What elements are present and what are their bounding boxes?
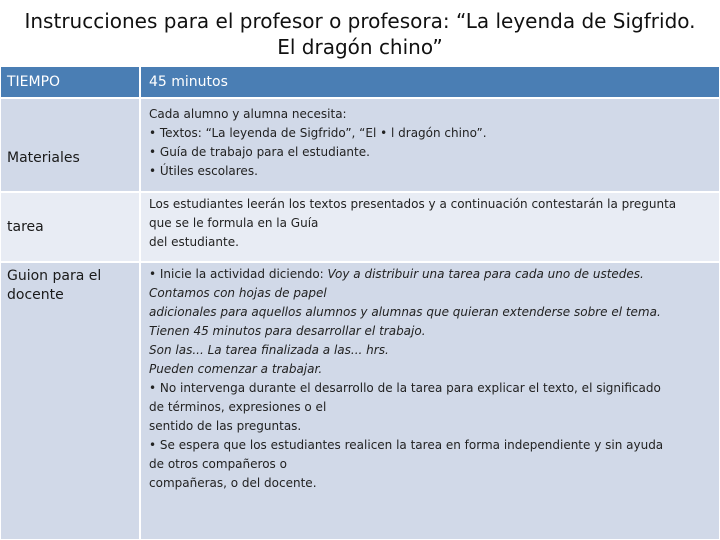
guion-line-prefix: • Inicie la actividad diciendo: <box>149 267 328 281</box>
guion-text <box>149 265 713 493</box>
tarea-line: que se le formula en la Guía <box>149 216 319 230</box>
title-line-1: Instrucciones para el profesor o profesora: “La leyenda de Sigfrido. <box>24 9 696 33</box>
instructions-table <box>0 66 720 540</box>
guion-line: Tienen 45 minutos para desarrollar el trabajo. <box>149 324 426 338</box>
cell-tiempo-label <box>0 66 140 98</box>
cell-tarea-label <box>0 192 140 262</box>
row-materiales <box>0 98 720 192</box>
materiales-line: • Guía de trabajo para el estudiante. <box>149 145 370 159</box>
cell-guion-label <box>0 262 140 540</box>
cell-tarea-content <box>140 192 720 262</box>
guion-line <box>149 265 713 284</box>
guion-line: • Se espera que los estudiantes realicen la tarea en forma independiente y sin ayuda <box>149 438 664 452</box>
row-guion <box>0 262 720 540</box>
guion-line: Contamos con hojas de papel <box>149 286 327 300</box>
guion-line: • No intervenga durante el desarrollo de la tarea para explicar el texto, el significado <box>149 381 661 395</box>
row-tarea <box>0 192 720 262</box>
guion-line: sentido de las preguntas. <box>149 419 302 433</box>
tarea-line: Los estudiantes leerán los textos presentados y a continuación contestarán la pregunta <box>149 197 677 211</box>
materiales-list <box>149 105 713 181</box>
tarea-label: tarea <box>7 219 44 235</box>
materiales-line: Cada alumno y alumna necesita: <box>149 107 347 121</box>
materiales-line: • Útiles escolares. <box>149 164 258 178</box>
cell-tiempo-value <box>140 66 720 98</box>
materiales-label: Materiales <box>7 150 80 166</box>
title-line-2: El dragón chino” <box>277 35 443 59</box>
tarea-line: del estudiante. <box>149 235 239 249</box>
guion-line: de términos, expresiones o el <box>149 400 327 414</box>
row-tiempo <box>0 66 720 98</box>
page-title <box>20 8 700 60</box>
materiales-line: • Textos: “La leyenda de Sigfrido”, “El • l dragón chino”. <box>149 126 487 140</box>
guion-line-quote: Voy a distribuir una tarea para cada uno de ustedes. <box>327 267 644 281</box>
guion-line: adicionales para aquellos alumnos y alumnas que quieran extenderse sobre el tema. <box>149 305 661 319</box>
cell-materiales-content <box>140 98 720 192</box>
guion-line: de otros compañeros o <box>149 457 287 471</box>
cell-materiales-label <box>0 98 140 192</box>
guion-line: Son las... La tarea finalizada a las... hrs. <box>149 343 389 357</box>
cell-guion-content <box>140 262 720 540</box>
tiempo-label: TIEMPO <box>7 74 61 90</box>
guion-line: Pueden comenzar a trabajar. <box>149 362 323 376</box>
tiempo-value: 45 minutos <box>149 74 228 90</box>
guion-line: compañeras, o del docente. <box>149 476 317 490</box>
guion-label: Guion para el docente <box>7 268 102 303</box>
tarea-text <box>149 195 713 252</box>
